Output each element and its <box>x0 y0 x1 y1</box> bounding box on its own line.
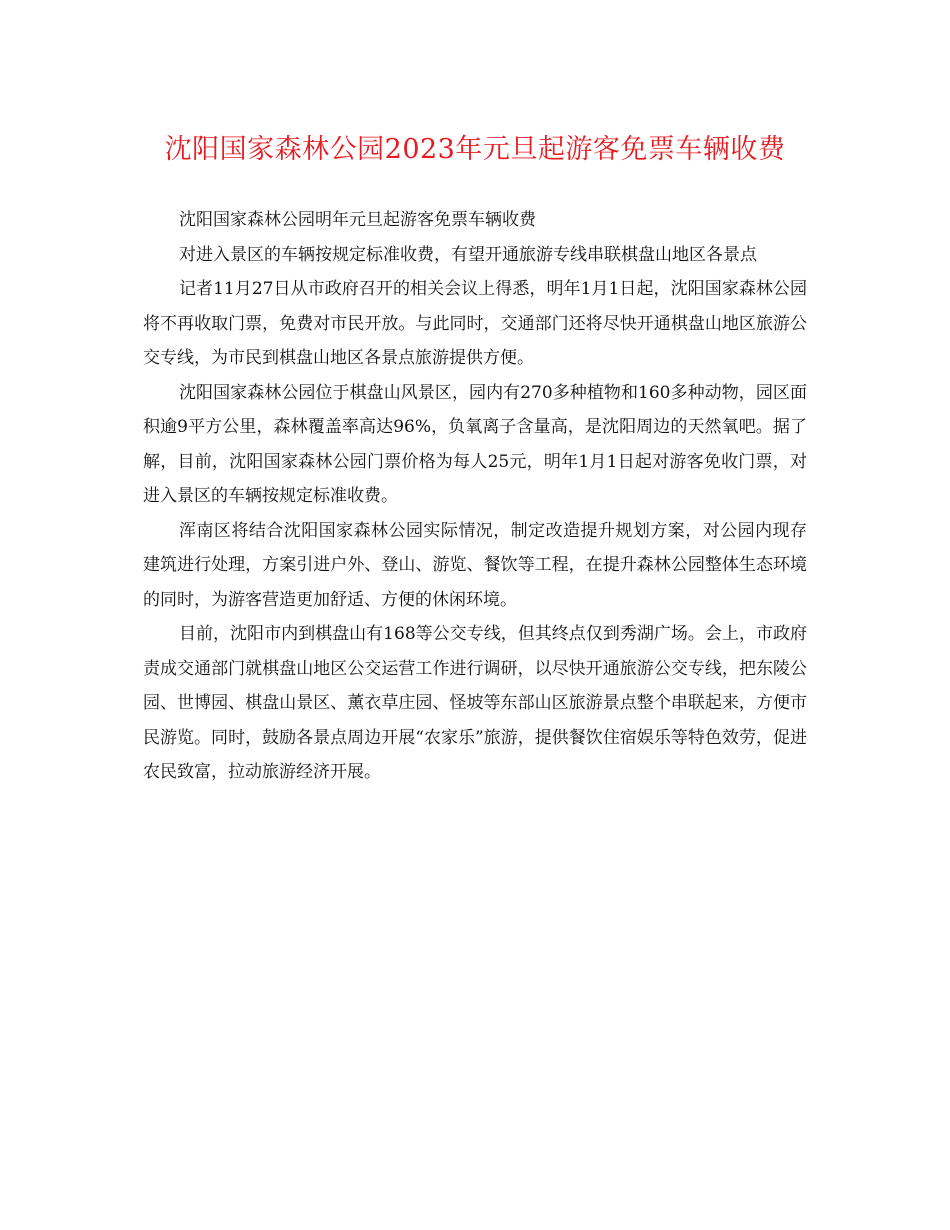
paragraph-subtitle: 沈阳国家森林公园明年元旦起游客免票车辆收费 <box>179 210 536 230</box>
paragraph: 目前，沈阳市内到棋盘山有168等公交专线，但其终点仅到秀湖广场。会上，市政府责成交通部门就棋盘山地区公交运营工作进行调研，以尽快开通旅游公交专线，把东陵公园、世博园、棋盘山景区、薰衣草庄园、怪坡等东部山区旅游景点整个串联起来，方便市民游览。同时，鼓励各景点周边开展“农家乐”旅游，提供餐饮住宿娱乐等特色效劳，促进农民致富，拉动旅游经济开展。 <box>143 624 807 782</box>
document-body <box>143 203 807 790</box>
paragraph-summary: 对进入景区的车辆按规定标准收费，有望开通旅游专线串联棋盘山地区各景点 <box>179 244 757 265</box>
paragraph: 沈阳国家森林公园位于棋盘山风景区，园内有270多种植物和160多种动物，园区面积逾9平方公里，森林覆盖率高达96%，负氧离子含量高，是沈阳周边的天然氧吧。据了解，目前，沈阳国家森林公园门票价格为每人25元，明年1月1日起对游客免收门票，对进入景区的车辆按规定标准收费。 <box>143 382 807 506</box>
paragraph: 记者11月27日从市政府召开的相关会议上得悉，明年1月1日起，沈阳国家森林公园将不再收取门票，免费对市民开放。与此同时，交通部门还将尽快开通棋盘山地区旅游公交专线，为市民到棋盘山地区各景点旅游提供方便。 <box>143 279 807 368</box>
document-title: 沈阳国家森林公园2023年元旦起游客免票车辆收费 <box>164 134 786 165</box>
paragraph: 浑南区将结合沈阳国家森林公园实际情况，制定改造提升规划方案，对公园内现存建筑进行处理，方案引进户外、登山、游览、餐饮等工程，在提升森林公园整体生态环境的同时，为游客营造更加舒适、方便的休闲环境。 <box>143 520 807 610</box>
